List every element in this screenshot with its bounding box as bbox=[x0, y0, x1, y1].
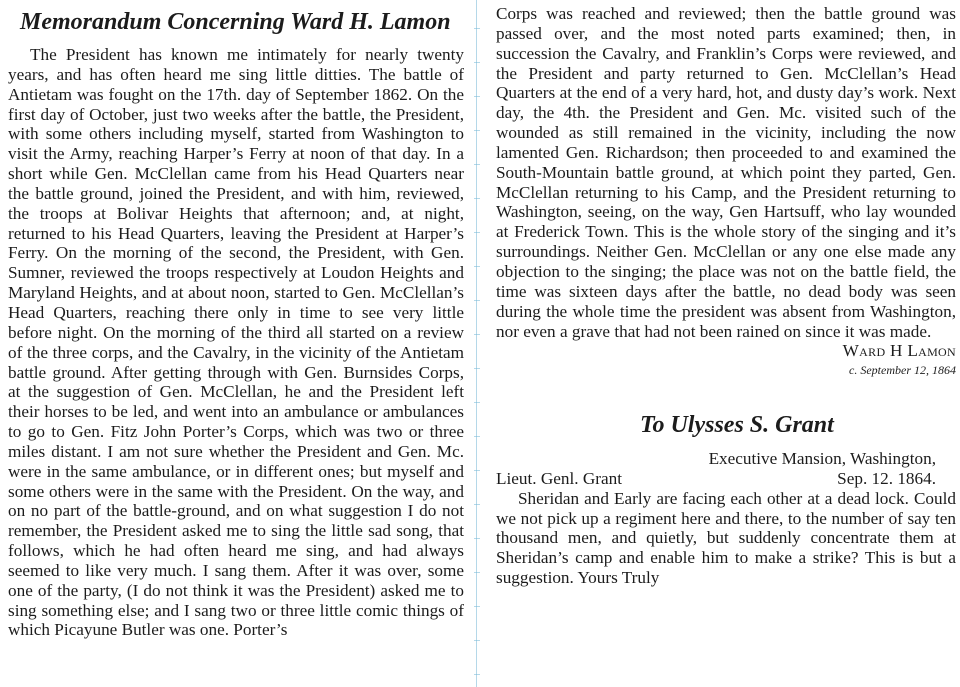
letter-header-row bbox=[496, 469, 956, 489]
left-column bbox=[8, 45, 464, 640]
date-note: c. September 12, 1864 bbox=[849, 363, 956, 378]
grant-letter-body: Sheridan and Early are facing each other at a dead lock. Could we not pick up a regiment here and there, to the number of say ten thousand men, and quietly, but suddenly concentrate them at Sheridan’s camp and enable him to make a strike? This is but a suggestion. Yours Truly bbox=[496, 488, 956, 588]
memorandum-title: Memorandum Concerning Ward H. Lamon bbox=[20, 9, 451, 35]
right-page bbox=[480, 0, 960, 687]
grant-letter bbox=[496, 449, 956, 588]
right-column bbox=[496, 4, 956, 378]
letter-place: Executive Mansion, Washington, bbox=[708, 449, 936, 468]
memorandum-continuation: Corps was reached and reviewed; then the battle ground was passed over, and the most noted parts examined; then, in succession the Cavalry, and Franklin’s Corps were reviewed, and the President and party returned to Gen. McClellan’s Head Quarters at the end of a very hard, hot, and dusty day’s work. Next day, the 4th. the President and Gen. Mc. visited such of the wounded as still remained in the vicinity, including the now lamented Gen. Richardson; then proceeded to and examined the South-Mountain battle ground, at which point they parted, Gen. McClellan returning to his Camp, and the President returning to Washington, seeing, on the way, Gen Hartsuff, who lay wounded at Frederick Town. This is the whole story of the singing and it’s surroundings. Neither Gen. McClellan or any one else made any objection to the singing; the place was not on the battle field, the time was sixteen days after the battle, no dead body was seen during the whole time the president was absent from Washington, nor even a grave that had not been rained on since it was made. bbox=[496, 4, 956, 341]
grant-letter-title: To Ulysses S. Grant bbox=[640, 412, 834, 438]
letter-header-place-row bbox=[496, 449, 956, 469]
signature: Ward H Lamon bbox=[842, 341, 956, 361]
memorandum-body: The President has known me intimately for nearly twenty years, and has often heard me sing little ditties. The battle of Antietam was fought on the 17th. day of September 1862. On the first day of October, just two weeks after the battle, the President, with some others including myself, started from Washington to visit the Army, reaching Harper’s Ferry at noon of that day. In a short while Gen. McClellan came from his Head Quarters near the battle ground, joined the President, and with him, reviewed, the troops at Bolivar Heights that afternoon; and, at night, returned to his Head Quarters, leaving the President at Harper’s Ferry. On the morning of the second, the President, with Gen. Sumner, reviewed the troops respectively at Loudon Heights and Maryland Heights, and at about noon, started to Gen. McClellan’s Head Quarters, reaching there only in time to see very little before night. On the morning of the third all started on a review of the three corps, and the Cavalry, in the vicinity of the Antietam battle ground. After getting through with Gen. Burnsides Corps, at the suggestion of Gen. McClellan, he and the President left their horses to be led, and went into an ambulance or ambulances to go to Gen. Fitz John Porter’s Corps, which was two or three miles distant. I am not sure whether the President and Gen. Mc. were in the same ambulance, or in different ones; but myself and some others were in the same with the President. On the way, and on no part of the battle-ground, and on what suggestion I do not remember, the President asked me to sing the little sad song, that follows, which he had often heard me sing, and had always seemed to like very much. I sang them. After it was over, some one of the party, (I do not think it was the President) asked me to sing something else; and I sang two or three little comic things of which Picayune Butler was one. Porter’s bbox=[8, 45, 464, 640]
left-page bbox=[0, 0, 474, 687]
letter-date: Sep. 12. 1864. bbox=[837, 468, 936, 488]
letter-salutation: Lieut. Genl. Grant bbox=[496, 468, 623, 488]
